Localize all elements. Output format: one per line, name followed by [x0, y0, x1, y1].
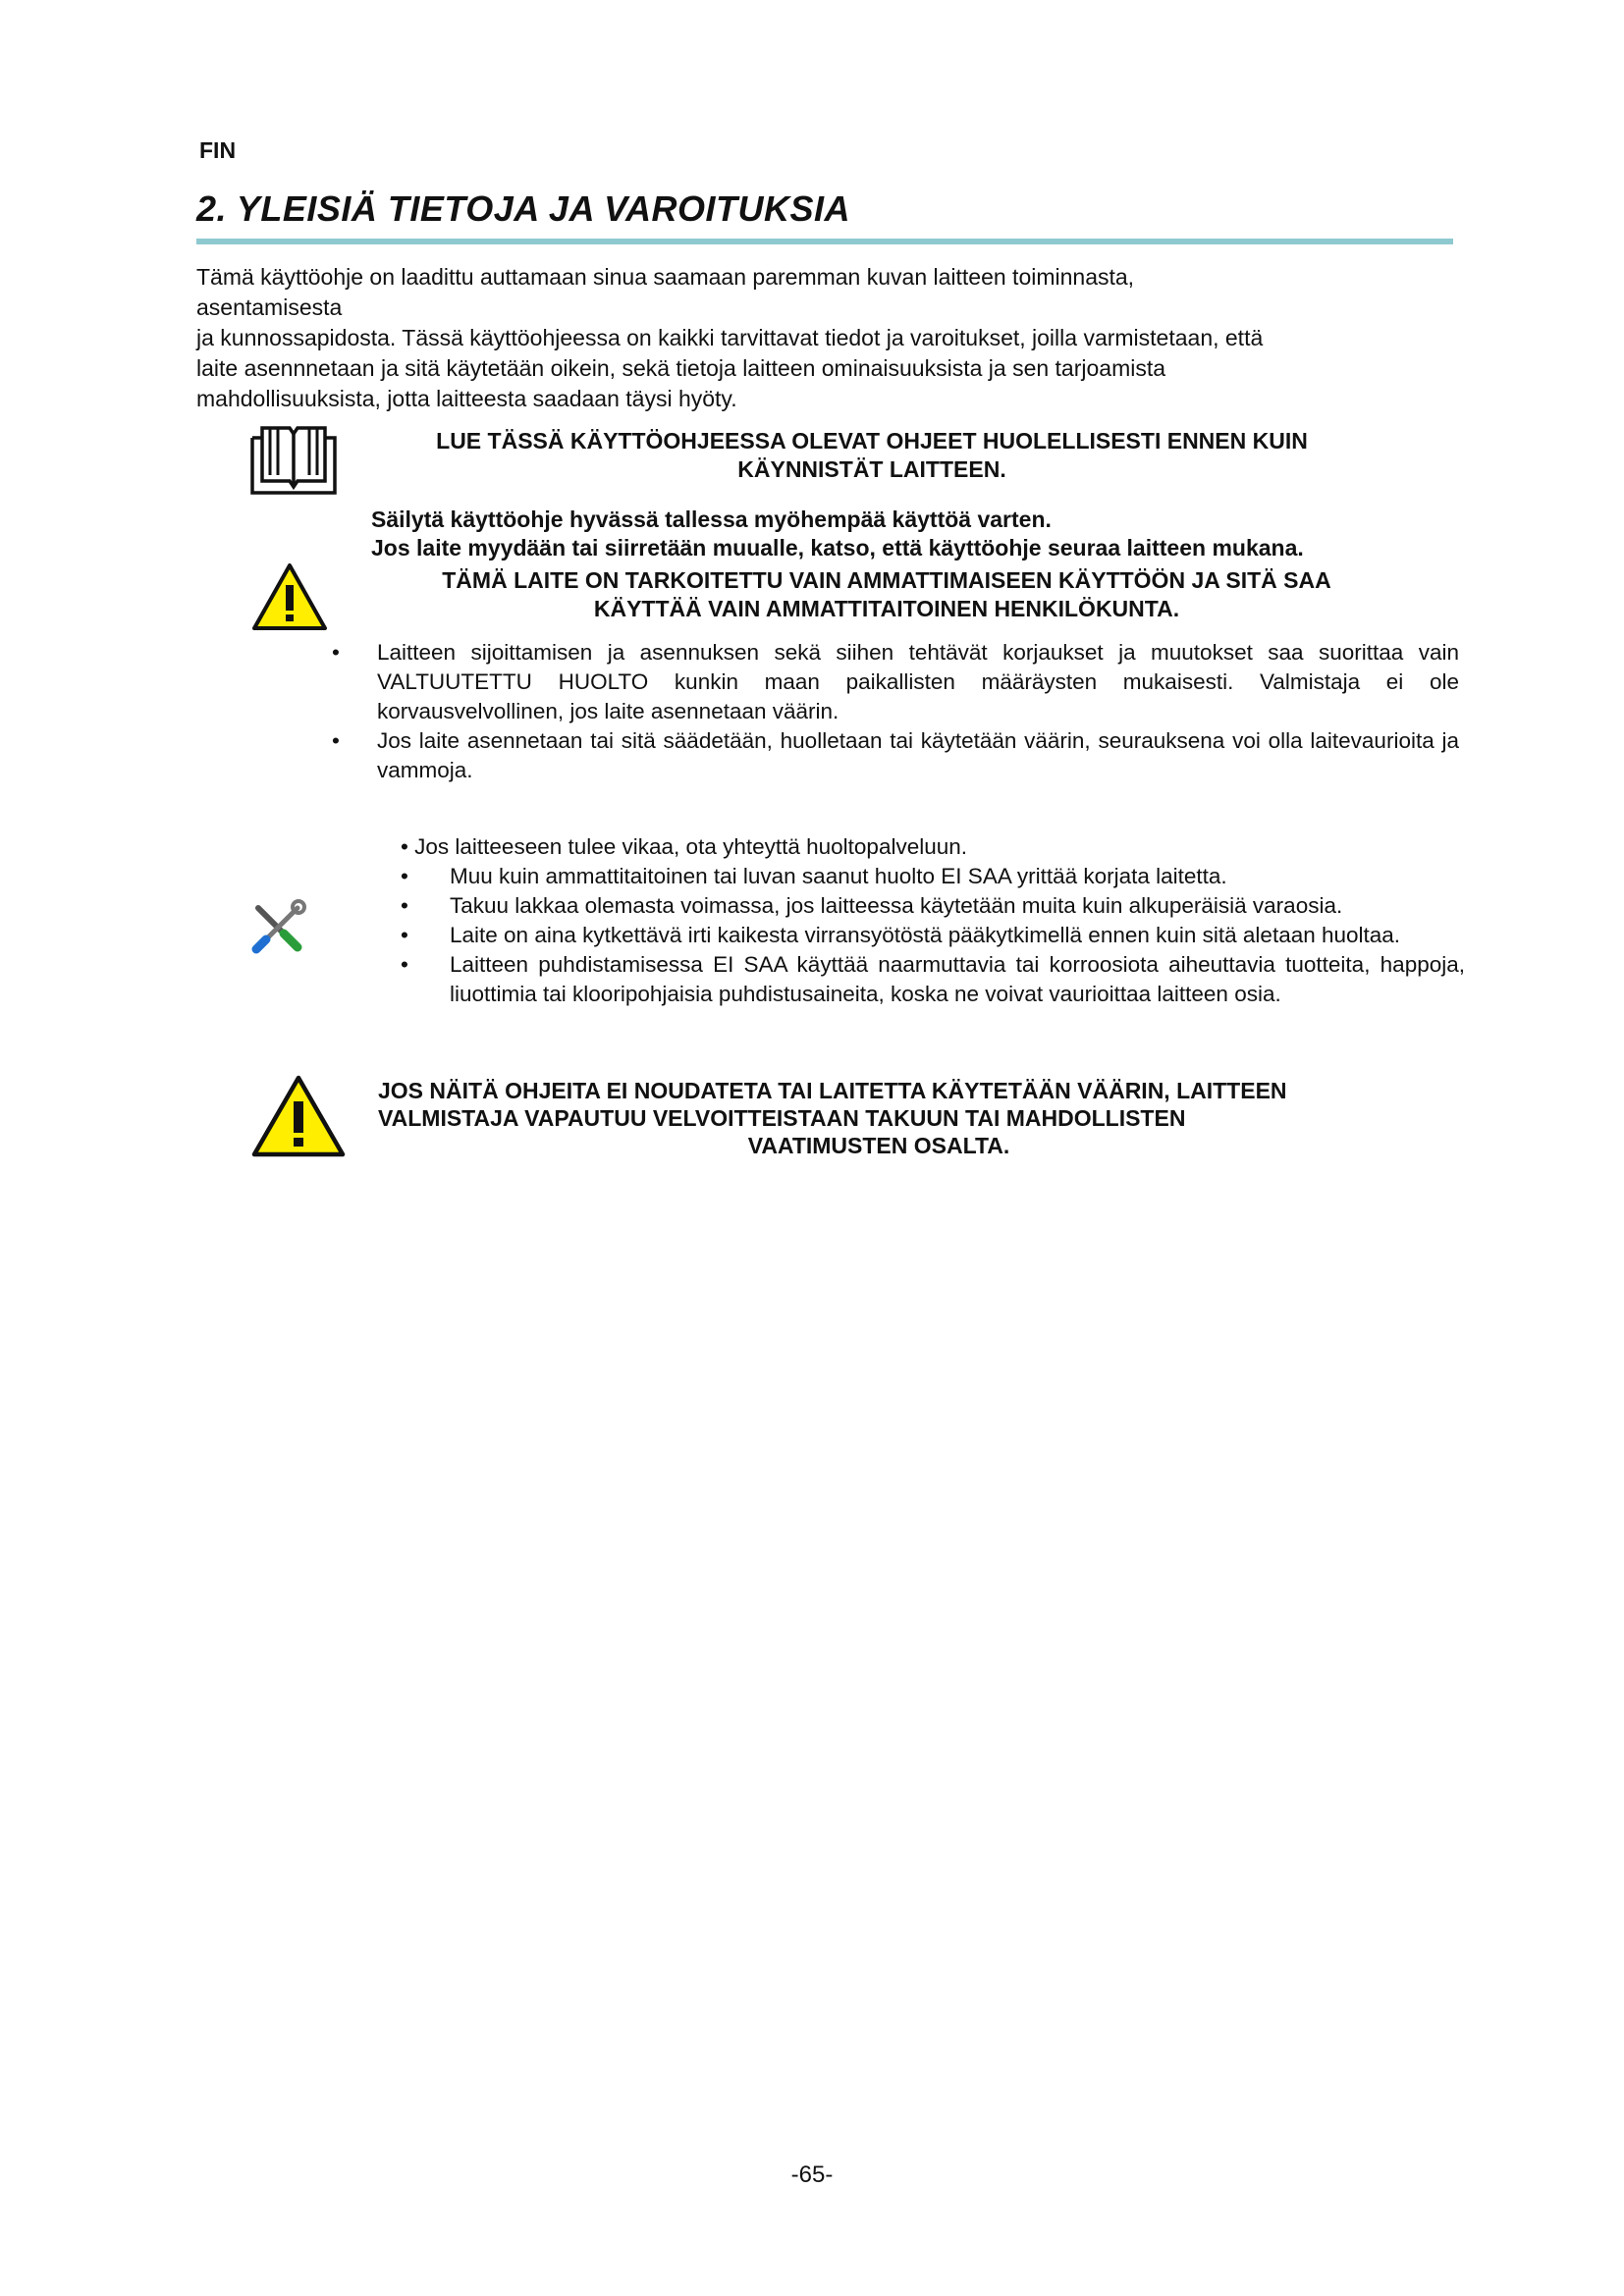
- warning-triangle-icon: [250, 1074, 347, 1163]
- intro-line: Tämä käyttöohje on laadittu auttamaan sinua saamaan paremman kuvan laitteen toiminnasta,: [196, 264, 1135, 290]
- intro-line: mahdollisuuksista, jotta laitteesta saadaan täysi hyöty.: [196, 386, 737, 411]
- professional-use-notice: [371, 566, 1402, 623]
- final-warning-line: VALMISTAJA VAPAUTUU VELVOITTEISTAAN TAKUUN TAI MAHDOLLISTEN: [378, 1105, 1186, 1131]
- read-notice-line: KÄYNNISTÄT LAITTEEN.: [737, 456, 1006, 482]
- title-underline: [196, 239, 1453, 244]
- intro-line: ja kunnossapidosta. Tässä käyttöohjeessa on kaikki tarvittavat tiedot ja varoitukset, joilla varmistetaan, että: [196, 325, 1264, 350]
- bullet-icon: •: [332, 728, 340, 753]
- bullet-icon: •: [401, 834, 415, 859]
- list-item-text: Laite on aina kytkettävä irti kaikesta virransyötöstä pääkytkimellä ennen kuin sitä aletaan huoltaa.: [450, 923, 1401, 947]
- pro-notice-line: KÄYTTÄÄ VAIN AMMATTITAITOINEN HENKILÖKUNTA.: [593, 596, 1180, 621]
- list-item-text: Jos laitteeseen tulee vikaa, ota yhteyttä huoltopalveluun.: [414, 834, 968, 859]
- final-warning-line: JOS NÄITÄ OHJEITA EI NOUDATETA TAI LAITETTA KÄYTETÄÄN VÄÄRIN, LAITTEEN: [378, 1078, 1287, 1103]
- service-contact-item: [401, 832, 967, 862]
- list-item: [332, 726, 1459, 785]
- resale-line: Jos laite myydään tai siirretään muualle, katso, että käyttöohje seuraa laitteen mukana.: [371, 535, 1304, 561]
- bullet-icon: •: [401, 923, 408, 947]
- list-item: [401, 950, 1465, 1009]
- list-item-text: Takuu lakkaa olemasta voimassa, jos laitteessa käytetään muita kuin alkuperäisiä varaosia.: [450, 893, 1343, 918]
- installation-list: [332, 638, 1459, 785]
- wrench-screwdriver-icon: [248, 898, 307, 962]
- list-item: [332, 638, 1459, 726]
- pro-notice-line: TÄMÄ LAITE ON TARKOITETTU VAIN AMMATTIMAISEEN KÄYTTÖÖN JA SITÄ SAA: [442, 567, 1331, 593]
- list-item-text: Muu kuin ammattitaitoinen tai luvan saanut huolto EI SAA yrittää korjata laitetta.: [450, 864, 1227, 888]
- page-number: -65-: [790, 2162, 834, 2188]
- warning-triangle-icon: [250, 561, 329, 637]
- keep-line: Säilytä käyttöohje hyvässä tallessa myöhempää käyttöä varten.: [371, 507, 1052, 532]
- intro-line: asentamisesta: [196, 294, 343, 320]
- list-item-text: Laitteen sijoittamisen ja asennuksen sekä siihen tehtävät korjaukset ja muutokset saa suorittaa vain VALTUUTETTU HUOLTO kunkin maan paikallisten määräysten mukaisesti. Valmistaja ei ole korvausvelvollinen, jos laite asennetaan väärin.: [377, 640, 1459, 723]
- open-book-icon: [248, 420, 339, 504]
- section-title: 2. YLEISIÄ TIETOJA JA VAROITUKSIA: [196, 188, 850, 229]
- bullet-icon: •: [332, 640, 340, 665]
- read-notice-line: LUE TÄSSÄ KÄYTTÖOHJEESSA OLEVAT OHJEET HUOLELLISESTI ENNEN KUIN: [436, 428, 1308, 454]
- list-item-text: Jos laite asennetaan tai sitä säädetään, huolletaan tai käytetään väärin, seurauksena voi olla laitevaurioita ja vammoja.: [377, 728, 1459, 782]
- service-list: [401, 862, 1465, 1009]
- list-item: [401, 921, 1465, 950]
- language-code: FIN: [199, 137, 237, 163]
- read-instructions-notice: [371, 427, 1373, 484]
- bullet-icon: •: [401, 893, 408, 918]
- bullet-icon: •: [401, 952, 408, 977]
- bullet-icon: •: [401, 864, 408, 888]
- final-warning-notice: [378, 1077, 1380, 1159]
- list-item: [401, 862, 1465, 891]
- keep-manual-notice: [371, 506, 1304, 562]
- final-warning-line: VAATIMUSTEN OSALTA.: [747, 1133, 1010, 1158]
- intro-paragraph: [196, 262, 1463, 414]
- list-item-text: Laitteen puhdistamisessa EI SAA käyttää naarmuttavia tai korroosiota aiheuttavia tuotteita, happoja, liuottimia tai klooripohjaisia puhdistusaineita, koska ne voivat vaurioittaa laitteen osia.: [450, 952, 1465, 1006]
- list-item: [401, 891, 1465, 921]
- intro-line: laite asennnetaan ja sitä käytetään oikein, sekä tietoja laitteen ominaisuuksista ja sen tarjoamista: [196, 355, 1166, 381]
